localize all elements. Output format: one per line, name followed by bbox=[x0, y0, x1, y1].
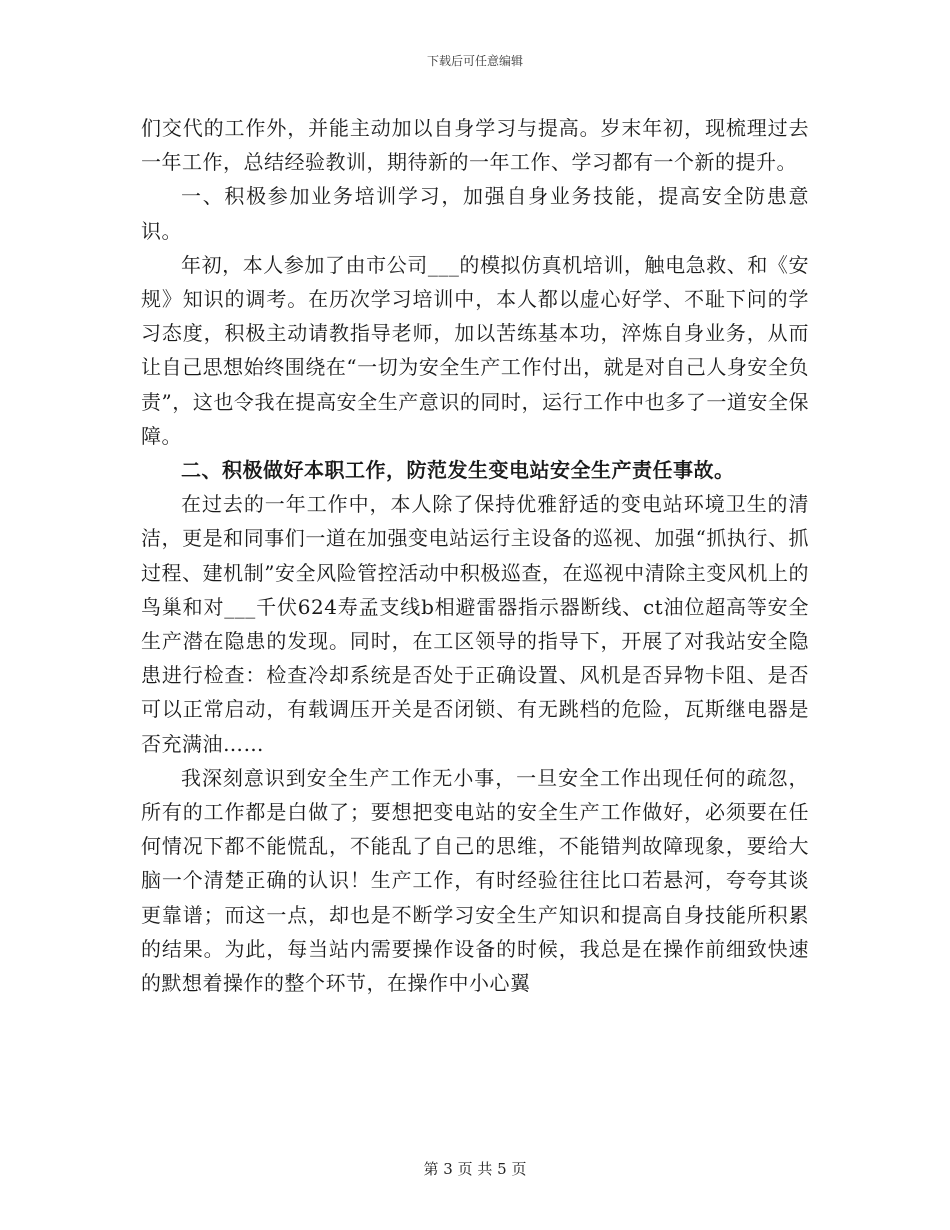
paragraph-training: 年初，本人参加了由市公司___的模拟仿真机培训，触电急救、和《安规》知识的调考。在历次学习培训中，本人都以虚心好学、不耻下问的学习态度，积极主动请教指导老师，加以苦练基本功，淬炼自身业务，从而让自己思想始终围绕在“一切为安全生产工作付出，就是对自己人身安全负责”，这也令我在提高安全生产意识的同时，运行工作中也多了一道安全保障。 bbox=[141, 252, 809, 448]
section-heading-2: 二、积极做好本职工作，防范发生变电站安全生产责任事故。 bbox=[181, 458, 735, 483]
page-header: 下载后可任意编辑 bbox=[426, 54, 523, 68]
document-body bbox=[141, 111, 809, 1000]
section-heading-1: 一、积极参加业务培训学习，加强自身业务技能，提高安全防患意识。 bbox=[141, 184, 809, 243]
paragraph-inspection: 在过去的一年工作中，本人除了保持优雅舒适的变电站环境卫生的清洁，更是和同事们一道在加强变电站运行主设备的巡视、加强“抓执行、抓过程、建机制”安全风险管控活动中积极巡查，在巡视中清除主变风机上的鸟巢和对___千伏624寿孟支线b相避雷器指示器断线、ct油位超高等安全生产潜在隐患的发现。同时，在工区领导的指导下，开展了对我站安全隐患进行检查：检查冷却系统是否处于正确设置、风机是否异物卡阻、是否可以正常启动，有载调压开关是否闭锁、有无跳档的危险，瓦斯继电器是否充满油…… bbox=[141, 492, 809, 756]
paragraph-continuation: 们交代的工作外，并能主动加以自身学习与提高。岁末年初，现梳理过去一年工作，总结经验教训，期待新的一年工作、学习都有一个新的提升。 bbox=[141, 116, 809, 175]
page-footer: 第 3 页 共 5 页 bbox=[423, 1160, 527, 1178]
paragraph-safety-awareness: 我深刻意识到安全生产工作无小事，一旦安全工作出现任何的疏忽，所有的工作都是白做了；要想把变电站的安全生产工作做好，必须要在任何情况下都不能慌乱，不能乱了自己的思维，不能错判故障现象，要给大脑一个清楚正确的认识！生产工作，有时经验往往比口若悬河，夸夸其谈更靠谱；而这一点，却也是不断学习安全生产知识和提高自身技能所积累的结果。为此，每当站内需要操作设备的时候，我总是在操作前细致快速的默想着操作的整个环节，在操作中小心翼 bbox=[141, 765, 809, 996]
